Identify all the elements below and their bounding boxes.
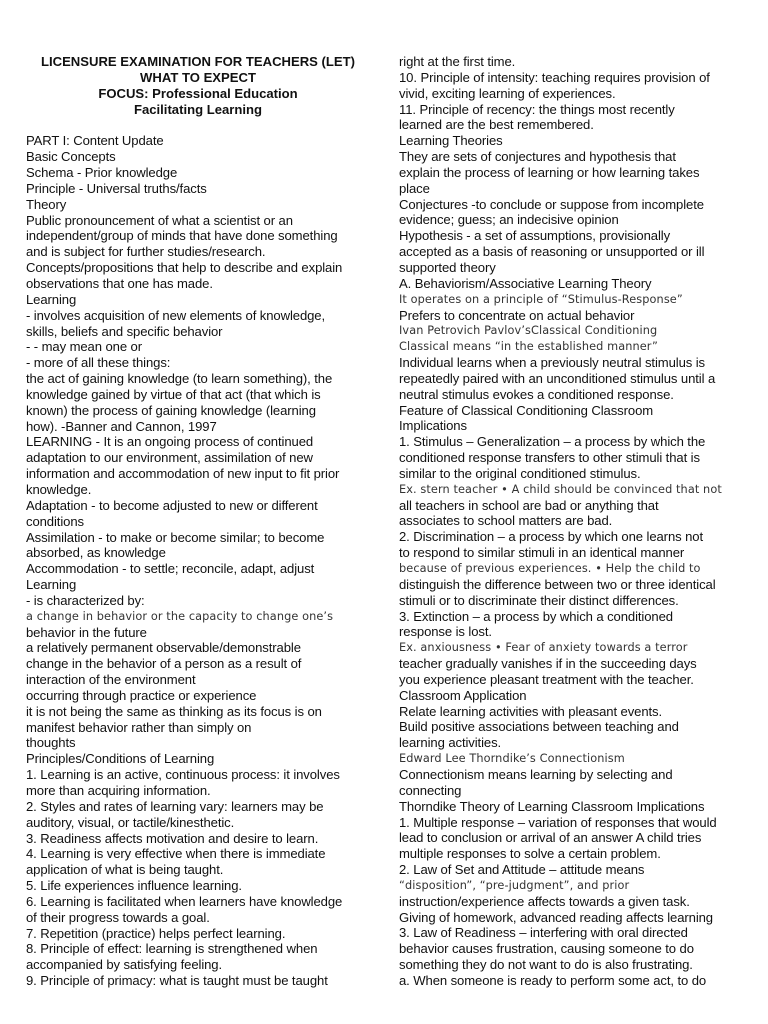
document-header	[26, 54, 370, 118]
text-line: PART I: Content Update	[26, 133, 164, 149]
text-line: Schema - Prior knowledge	[26, 165, 178, 181]
text-line: 2. Law of Set and Attitude – attitude means	[399, 862, 645, 878]
text-line: 2. Styles and rates of learning vary: learners may be	[26, 798, 324, 814]
text-line: the act of gaining knowledge (to learn something), the	[26, 371, 333, 387]
text-line: A. Behaviorism/Associative Learning Theory	[399, 275, 652, 291]
text-line: LEARNING - It is an ongoing process of continued	[26, 434, 314, 450]
text-line: how). -Banner and Cannon, 1997	[26, 418, 217, 434]
text-line: to respond to similar stimuli in an identical manner	[399, 545, 685, 561]
text-line: behavior causes frustration, causing someone to do	[399, 941, 694, 957]
text-line: repeatedly paired with an unconditioned stimulus until a	[399, 370, 716, 386]
text-line: Accommodation - to settle; reconcile, adapt, adjust	[26, 561, 315, 577]
text-line: similar to the original conditioned stimulus.	[399, 465, 641, 481]
text-line: Build positive associations between teaching and	[399, 719, 679, 735]
text-line: 6. Learning is facilitated when learners have knowledge	[26, 893, 343, 909]
right-column-text	[399, 54, 749, 989]
text-line: all teachers in school are bad or anything that	[399, 497, 659, 513]
text-line: accompanied by satisfying feeling.	[26, 957, 223, 973]
text-line: 1. Multiple response – variation of responses that would	[399, 814, 717, 830]
text-line: - involves acquisition of new elements of knowledge,	[26, 307, 326, 323]
text-line: “disposition”, “pre-judgment”, and prior	[399, 878, 630, 892]
text-line: a. When someone is ready to perform some act, to do	[399, 972, 707, 988]
text-line: Learning	[26, 577, 77, 593]
text-line: supported theory	[399, 259, 496, 275]
exam-title: LICENSURE EXAMINATION FOR TEACHERS (LET)	[40, 54, 355, 69]
text-line: vivid, exciting learning of experiences.	[399, 85, 616, 101]
text-line: stimuli or to discriminate their distinct differences.	[399, 592, 679, 608]
text-line: absorbed, as knowledge	[26, 545, 166, 561]
text-line: occurring through practice or experience	[26, 687, 257, 703]
text-line: conditions	[26, 513, 84, 529]
text-line: right at the first time.	[399, 54, 516, 69]
text-line: skills, beliefs and specific behavior	[26, 323, 223, 339]
text-line: teacher gradually vanishes if in the succeeding days	[399, 656, 697, 672]
text-line: response is lost.	[399, 624, 492, 640]
text-line: Principle - Universal truths/facts	[26, 180, 207, 196]
text-line: Basic Concepts	[26, 149, 116, 165]
text-line: knowledge gained by virtue of that act (that which is	[26, 386, 321, 402]
text-line: information and accommodation of new input to fit prior	[26, 466, 340, 482]
text-line: 4. Learning is very effective when there is immediate	[26, 846, 326, 862]
text-line: because of previous experiences. • Help the child to	[399, 562, 701, 575]
text-line: Adaptation - to become adjusted to new or different	[26, 497, 318, 513]
text-line: 1. Learning is an active, continuous process: it involves	[26, 767, 340, 783]
text-line: explain the process of learning or how learning takes	[399, 164, 700, 180]
text-line: Conjectures -to conclude or suppose from incomplete	[399, 196, 704, 212]
text-line: 7. Repetition (practice) helps perfect learning.	[26, 925, 286, 941]
text-line: Relate learning activities with pleasant events.	[399, 703, 663, 719]
text-line: Concepts/propositions that help to describe and explain	[26, 260, 343, 276]
text-line: conditioned response transfers to other stimuli that is	[399, 450, 700, 466]
text-line: Learning	[26, 291, 77, 307]
text-line: Prefers to concentrate on actual behavior	[399, 307, 635, 323]
text-line: 8. Principle of effect: learning is strengthened when	[26, 941, 318, 957]
text-line: Ex. anxiousness • Fear of anxiety towards a terror	[399, 641, 688, 655]
text-line: 1. Stimulus – Generalization – a process by which the	[399, 434, 706, 450]
text-line: - - may mean one or	[26, 339, 142, 355]
text-line: learned are the best remembered.	[399, 117, 594, 133]
text-line: Implications	[399, 418, 467, 434]
text-line: Feature of Classical Conditioning Classroom	[399, 402, 654, 418]
text-line: Learning Theories	[399, 133, 503, 149]
text-line: Principles/Conditions of Learning	[26, 751, 215, 767]
text-line: instruction/experience affects towards a given task.	[399, 893, 690, 909]
text-line: Edward Lee Thorndike’s Connectionism	[399, 752, 625, 766]
text-line: auditory, visual, or tactile/kinesthetic.	[26, 814, 235, 830]
text-line: change in the behavior of a person as a result of	[26, 656, 302, 672]
text-line: 9. Principle of primacy: what is taught must be taught	[26, 973, 328, 989]
text-line: evidence; guess; an indecisive opinion	[399, 212, 619, 228]
text-line: lead to conclusion or arrival of an answer A child tries	[399, 830, 702, 846]
header-subtitle: WHAT TO EXPECT	[140, 69, 256, 85]
text-line: - is characterized by:	[26, 592, 145, 608]
text-line: interaction of the environment	[26, 672, 196, 688]
text-line: behavior in the future	[26, 624, 147, 640]
spacer	[26, 118, 370, 134]
text-line: manifest behavior rather than simply on	[26, 719, 252, 735]
text-line: learning activities.	[399, 735, 502, 751]
text-line: - more of all these things:	[26, 355, 171, 371]
text-line: Hypothesis - a set of assumptions, provisionally	[399, 228, 671, 244]
text-line: They are sets of conjectures and hypothesis that	[399, 149, 676, 165]
text-line: distinguish the difference between two or three identical	[399, 576, 716, 592]
right-column	[399, 0, 749, 989]
left-column	[26, 0, 370, 989]
header-focus: FOCUS: Professional Education	[98, 85, 298, 101]
text-line: Ivan Petrovich Pavlov’sClassical Conditioning	[399, 324, 658, 338]
text-line: 3. Law of Readiness – interfering with oral directed	[399, 925, 688, 941]
text-line: accepted as a basis of reasoning or unsupported or ill	[399, 244, 705, 260]
text-line: Giving of homework, advanced reading affects learning	[399, 909, 713, 925]
text-line: observations that one has made.	[26, 276, 213, 291]
text-line: multiple responses to solve a certain problem.	[399, 846, 661, 862]
text-line: neutral stimulus evokes a conditioned response.	[399, 386, 674, 402]
text-line: it is not being the same as thinking as its focus is on	[26, 703, 322, 719]
text-line: Theory	[26, 196, 67, 212]
text-line: 5. Life experiences influence learning.	[26, 878, 242, 894]
text-line: Classroom Application	[399, 687, 527, 703]
text-line: Individual learns when a previously neutral stimulus is	[399, 355, 705, 371]
text-line: application of what is being taught.	[26, 862, 224, 878]
text-line: place	[399, 180, 430, 196]
text-line: a change in behavior or the capacity to change one’s	[26, 609, 334, 623]
text-line: and is subject for further studies/research.	[26, 244, 266, 260]
text-line: knowledge.	[26, 481, 92, 497]
text-line: thoughts	[26, 735, 76, 751]
text-line: known) the process of gaining knowledge (learning	[26, 402, 316, 418]
text-line: 3. Readiness affects motivation and desire to learn.	[26, 830, 319, 846]
text-line: Thorndike Theory of Learning Classroom Implications	[399, 798, 705, 814]
text-line: associates to school matters are bad.	[399, 513, 613, 529]
text-line: 2. Discrimination – a process by which one learns not	[399, 529, 704, 545]
text-line: Classical means “in the established manner”	[399, 340, 658, 354]
text-line: 11. Principle of recency: the things most recently	[399, 101, 675, 117]
header-topic: Facilitating Learning	[133, 101, 263, 117]
text-line: Connectionism means learning by selecting and	[399, 766, 673, 782]
text-line: Ex. stern teacher • A child should be convinced that not	[399, 482, 722, 496]
text-line: of their progress towards a goal.	[26, 909, 210, 925]
text-line: Assimilation - to make or become similar; to become	[26, 529, 325, 545]
text-line: something they do not want to do is also frustrating.	[399, 957, 693, 973]
text-line: 10. Principle of intensity: teaching requires provision of	[399, 69, 710, 85]
text-line: independent/group of minds that have done something	[26, 228, 338, 244]
text-line: 3. Extinction – a process by which a conditioned	[399, 608, 673, 624]
text-line: a relatively permanent observable/demonstrable	[26, 640, 301, 656]
text-line: It operates on a principle of “Stimulus-Response”	[399, 292, 683, 306]
text-line: more than acquiring information.	[26, 783, 211, 798]
left-column-text	[26, 133, 370, 989]
text-line: you experience pleasant treatment with the teacher.	[399, 671, 694, 687]
text-line: Public pronouncement of what a scientist or an	[26, 212, 293, 228]
text-line: adaptation to our environment, assimilation of new	[26, 450, 313, 466]
text-line: connecting	[399, 782, 462, 798]
